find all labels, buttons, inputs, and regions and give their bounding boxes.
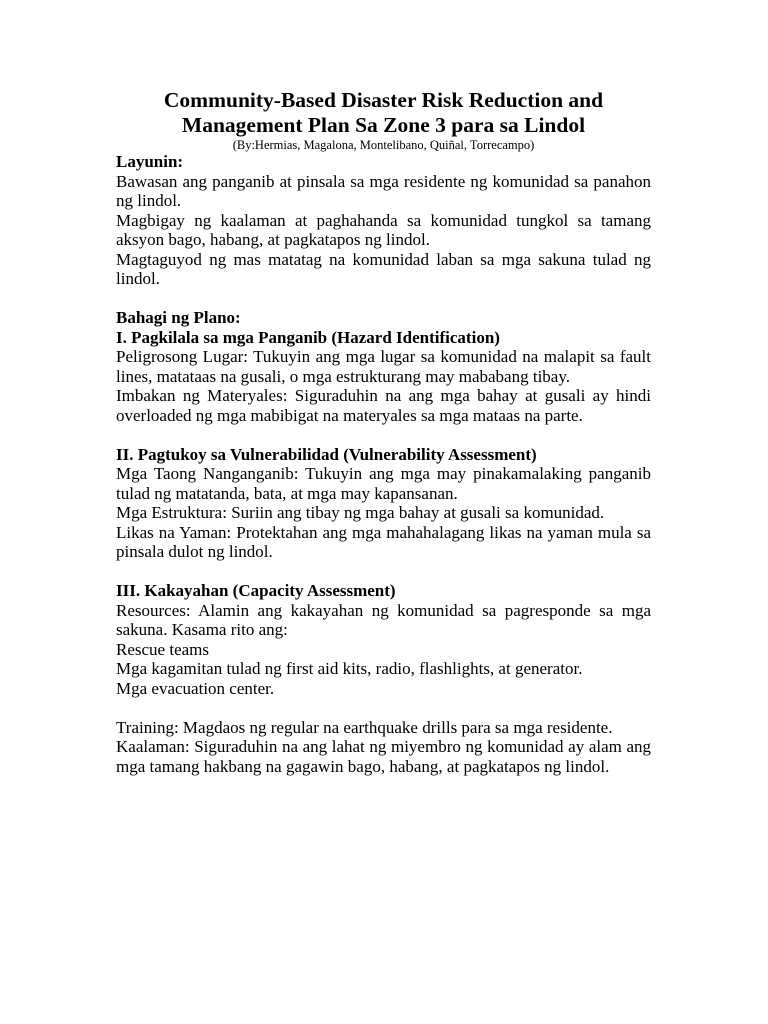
layunin-heading: Layunin: — [116, 152, 184, 171]
section3-item: Resources: Alamin ang kakayahan ng komunidad sa pagresponde sa mga sakuna. Kasama rito ang: — [116, 600, 651, 639]
section1-item: Imbakan ng Materyales: Siguraduhin na ang mga bahay at gusali ay hindi overloaded ng mga mabibigat na materyales sa mga mataas na parte. — [116, 386, 651, 425]
section3-heading: III. Kakayahan (Capacity Assessment) — [116, 581, 396, 600]
layunin-item: Bawasan ang panganib at pinsala sa mga residente ng komunidad sa panahon ng lindol. — [116, 171, 651, 210]
document-page — [116, 88, 651, 776]
section-spacer — [116, 425, 651, 445]
layunin-item: Magbigay ng kaalaman at paghahanda sa komunidad tungkol sa tamang aksyon bago, habang, at pagkatapos ng lindol. — [116, 210, 651, 249]
section1-heading: I. Pagkilala sa mga Panganib (Hazard Identification) — [116, 327, 500, 347]
layunin-item: Magtaguyod ng mas matatag na komunidad laban sa mga sakuna tulad ng lindol. — [116, 249, 651, 288]
section3-extra-item: Training: Magdaos ng regular na earthquake drills para sa mga residente. — [116, 717, 613, 737]
section1-item: Peligrosong Lugar: Tukuyin ang mga lugar sa komunidad na malapit sa fault lines, matataas na gusali, o mga estrukturang may mababang tibay. — [116, 347, 651, 386]
bahagi-heading: Bahagi ng Plano: — [116, 308, 241, 327]
section2-heading: II. Pagtukoy sa Vulnerabilidad (Vulnerability Assessment) — [116, 444, 537, 464]
section3-item: Mga kagamitan tulad ng first aid kits, radio, flashlights, at generator. — [116, 659, 583, 678]
section-spacer — [116, 289, 651, 309]
section2-item: Mga Taong Nanganganib: Tukuyin ang mga may pinakamalaking panganib tulad ng matatanda, bata, at mga may kapansanan. — [116, 464, 651, 503]
section3-extra-item: Kaalaman: Siguraduhin na ang lahat ng miyembro ng komunidad ay alam ang mga tamang hakbang na gagawin bago, habang, at pagkatapos ng lindol. — [116, 737, 651, 776]
section2-item: Mga Estruktura: Suriin ang tibay ng mga bahay at gusali sa komunidad. — [116, 503, 605, 522]
section2-item: Likas na Yaman: Protektahan ang mga mahahalagang likas na yaman mula sa pinsala dulot ng lindol. — [116, 522, 651, 561]
section-spacer — [116, 562, 651, 582]
section3-item: Mga evacuation center. — [116, 678, 275, 698]
document-title-line-2: Management Plan Sa Zone 3 para sa Lindol — [181, 113, 586, 137]
document-byline: (By:Hermias, Magalona, Montelibano, Quiñal, Torrecampo) — [232, 138, 535, 152]
section3-item: Rescue teams — [116, 639, 209, 659]
section-spacer — [116, 698, 651, 718]
document-title-line-1: Community-Based Disaster Risk Reduction and — [163, 88, 604, 112]
